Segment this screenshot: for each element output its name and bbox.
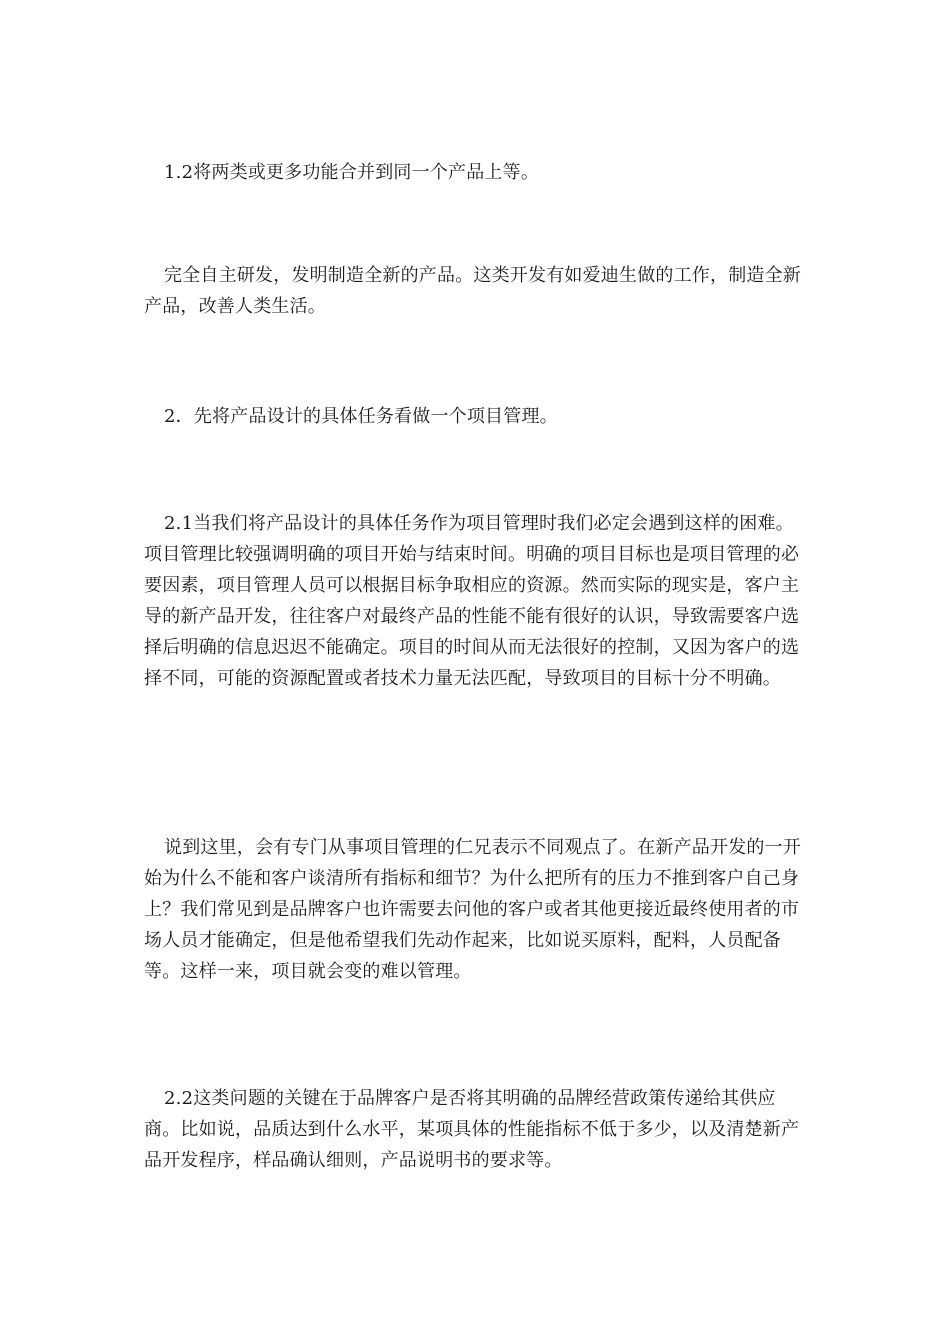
paragraph-2-project-management: 2．先将产品设计的具体任务看做一个项目管理。 (164, 406, 558, 427)
paragraph-1-2-merge-functions: 1.2将两类或更多功能合并到同一个产品上等。 (164, 162, 540, 183)
paragraph-independent-rd: 完全自主研发，发明制造全新的产品。这类开发有如爱迪生做的工作，制造全新产品，改善人类生活。 (144, 265, 801, 317)
paragraph-2-2-key-issue: 2.2这类问题的关键在于品牌客户是否将其明确的品牌经营政策传递给其供应商。比如说，品质达到什么水平，某项具体的性能指标不低于多少，以及清楚新产品开发程序，样品确认细则，产品说明书的要求等。 (144, 1088, 800, 1171)
paragraph-opposing-views: 说到这里，会有专门从事项目管理的仁兄表示不同观点了。在新产品开发的一开始为什么不能和客户谈清所有指标和细节？为什么把所有的压力不推到客户自己身上？我们常见到是品牌客户也许需要去问他的客户或者其他更接近最终使用者的市场人员才能确定，但是他希望我们先动作起来，比如说买原料，配料，人员配备等。这样一来，项目就会变的难以管理。 (144, 837, 801, 982)
paragraph-2-1-difficulties: 2.1当我们将产品设计的具体任务作为项目管理时我们必定会遇到这样的困难。项目管理比较强调明确的项目开始与结束时间。明确的项目目标也是项目管理的必要因素，项目管理人员可以根据目标争取相应的资源。然而实际的现实是，客户主导的新产品开发，往往客户对最终产品的性能不能有很好的认识，导致需要客户选择后明确的信息迟迟不能确定。项目的时间从而无法很好的控制，又因为客户的选择不同，可能的资源配置或者技术力量无法匹配，导致项目的目标十分不明确。 (144, 513, 800, 689)
